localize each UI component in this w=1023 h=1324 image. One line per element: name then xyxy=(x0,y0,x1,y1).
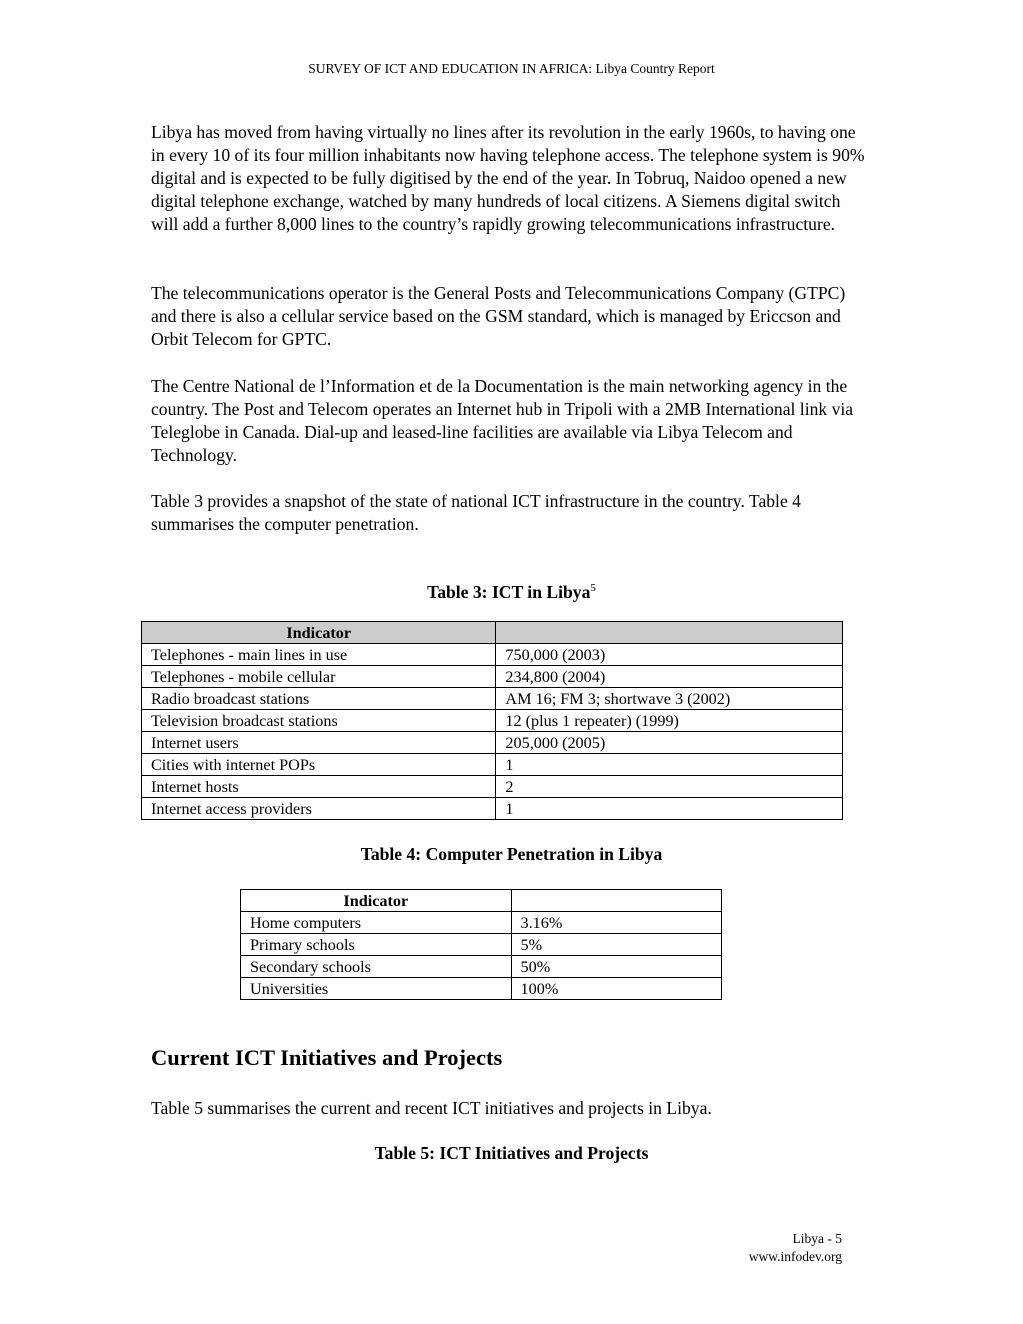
value-cell: 12 (plus 1 repeater) (1999) xyxy=(496,710,843,732)
value-cell: 1 xyxy=(496,798,843,820)
indicator-cell: Cities with internet POPs xyxy=(142,754,496,776)
paragraph-networking-agency: The Centre National de l’Information et de la Documentation is the main networking agency in the country. The Post and Telecom operates an Internet hub in Tripoli with a 2MB International link via Teleglobe in Canada. Dial-up and leased-line facilities are available via Libya Telecom and Technology. xyxy=(151,376,854,465)
indicator-cell: Internet users xyxy=(142,732,496,754)
ict-table xyxy=(141,621,843,820)
indicator-cell: Home computers xyxy=(241,912,512,934)
computer-penetration-table xyxy=(240,889,722,1000)
table4-caption: Table 4: Computer Penetration in Libya xyxy=(360,844,663,864)
paragraph-table-intro: Table 3 provides a snapshot of the state of national ICT infrastructure in the country. Table 4 summarises the computer penetration. xyxy=(151,491,801,534)
indicator-cell: Universities xyxy=(241,978,512,1000)
table3-caption: Table 3: ICT in Libya$^5$ xyxy=(427,582,596,602)
table-row xyxy=(142,776,843,798)
value-cell: 100% xyxy=(511,978,721,1000)
page-number: Libya - 5 xyxy=(792,1231,842,1246)
column-header-value xyxy=(511,890,721,912)
paragraph-telephone-history: Libya has moved from having virtually no lines after its revolution in the early 1960s, to having one in every 10 of its four million inhabitants now having telephone access. The telephone system is 90% digital and is expected to be fully digitised by the end of the year. In Tobruq, Naidoo opened a new digital telephone exchange, watched by many hundreds of local citizens. A Siemens digital switch will add a further 8,000 lines to the country’s rapidly growing telecommunications infrastructure. xyxy=(151,122,865,234)
running-header: SURVEY OF ICT AND EDUCATION IN AFRICA: Libya Country Report xyxy=(308,61,715,76)
value-cell: 3.16% xyxy=(511,912,721,934)
column-header-value xyxy=(496,622,843,644)
table-header-row xyxy=(142,622,843,644)
indicator-cell: Television broadcast stations xyxy=(142,710,496,732)
table-row xyxy=(142,798,843,820)
page-footer xyxy=(749,1230,842,1266)
value-cell: 2 xyxy=(496,776,843,798)
table-row xyxy=(142,710,843,732)
footer-url: www.infodev.org xyxy=(748,1249,842,1264)
table-row xyxy=(142,644,843,666)
footnote-marker: 5 xyxy=(590,582,596,595)
indicator-cell: Primary schools xyxy=(241,934,512,956)
table-row xyxy=(241,978,722,1000)
value-cell: 205,000 (2005) xyxy=(496,732,843,754)
table-row xyxy=(241,912,722,934)
indicator-cell: Secondary schools xyxy=(241,956,512,978)
section-heading: Current ICT Initiatives and Projects xyxy=(151,1045,503,1070)
indicator-cell: Internet access providers xyxy=(142,798,496,820)
column-header-indicator: Indicator xyxy=(142,622,496,644)
column-header-indicator: Indicator xyxy=(241,890,512,912)
table-row xyxy=(241,956,722,978)
table-row xyxy=(142,732,843,754)
table-row xyxy=(142,666,843,688)
indicator-cell: Internet hosts xyxy=(142,776,496,798)
table5-caption: Table 5: ICT Initiatives and Projects xyxy=(374,1143,649,1163)
value-cell: 750,000 (2003) xyxy=(496,644,843,666)
indicator-cell: Telephones - main lines in use xyxy=(142,644,496,666)
value-cell: 50% xyxy=(511,956,721,978)
value-cell: AM 16; FM 3; shortwave 3 (2002) xyxy=(496,688,843,710)
value-cell: 234,800 (2004) xyxy=(496,666,843,688)
table-row xyxy=(142,754,843,776)
value-cell: 1 xyxy=(496,754,843,776)
table-row xyxy=(142,688,843,710)
indicator-cell: Radio broadcast stations xyxy=(142,688,496,710)
paragraph-telecom-operator: The telecommunications operator is the General Posts and Telecommunications Company (GTPC) and there is also a cellular service based on the GSM standard, which is managed by Ericcson and Orbit Telecom for GPTC. xyxy=(151,283,846,349)
section-paragraph: Table 5 summarises the current and recent ICT initiatives and projects in Libya. xyxy=(151,1098,712,1118)
table-row xyxy=(241,934,722,956)
indicator-cell: Telephones - mobile cellular xyxy=(142,666,496,688)
value-cell: 5% xyxy=(511,934,721,956)
table-header-row xyxy=(241,890,722,912)
